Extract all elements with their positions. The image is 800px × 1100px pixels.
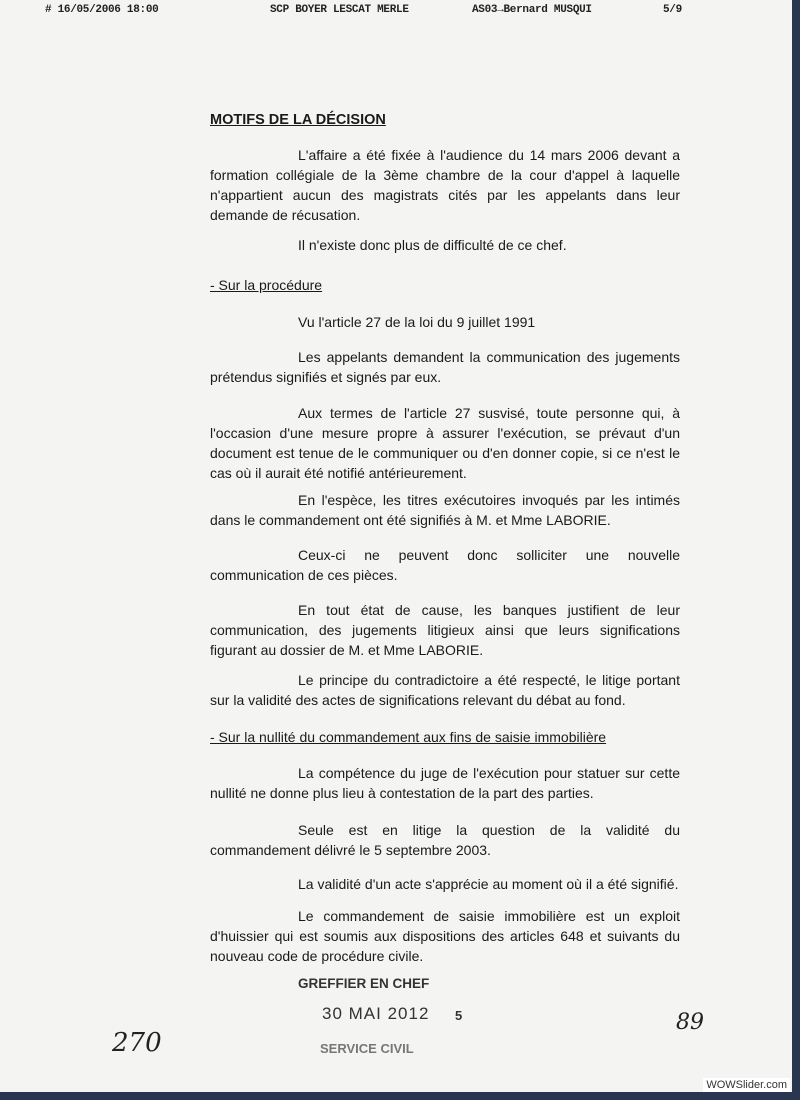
stamp-service: SERVICE CIVIL — [320, 1041, 414, 1056]
paragraph: Le commandement de saisie immobilière est un exploit d'huissier qui est soumis aux dispositions des articles 648 et suivants du nouveau code de procédure civile. — [210, 908, 680, 964]
paragraph: En tout état de cause, les banques justifient de leur communication, des jugements litigieux ainsi que leurs significations figurant au dossier de M. et Mme LABORIE. — [210, 602, 680, 658]
paragraph: La validité d'un acte s'apprécie au moment où il a été signifié. — [298, 876, 679, 892]
section-title: MOTIFS DE LA DÉCISION — [210, 112, 386, 128]
fax-recipient: AS03→Bernard MUSQUI — [472, 4, 592, 16]
paragraph: Seule est en litige la question de la validité du commandement délivré le 5 septembre 2003. — [210, 822, 680, 858]
paragraph: La compétence du juge de l'exécution pour statuer sur cette nullité ne donne plus lieu à contestation de la part des parties. — [210, 765, 680, 801]
paragraph: Les appelants demandent la communication des jugements prétendus signifiés et signés par eux. — [210, 349, 680, 385]
paragraph: Il n'existe donc plus de difficulté de ce chef. — [298, 237, 567, 253]
subheading-procedure: - Sur la procédure — [210, 277, 323, 293]
paragraph: En l'espèce, les titres exécutoires invoqués par les intimés dans le commandement ont été signifiés à M. et Mme LABORIE. — [210, 492, 680, 528]
paragraph: L'affaire a été fixée à l'audience du 14 mars 2006 devant a formation collégiale de la 3ème chambre de la cour d'appel à laquelle n'appartient aucun des magistrats cités par les appelants dans leur demande de récusation. — [210, 147, 680, 223]
handwritten-number-left: 270 — [112, 1028, 162, 1058]
stamp-role: GREFFIER EN CHEF — [298, 976, 430, 991]
fax-sender: SCP BOYER LESCAT MERLE — [270, 4, 409, 16]
paragraph: Aux termes de l'article 27 susvisé, toute personne qui, à l'occasion d'une mesure propre à assurer l'exécution, se prévaut d'un document est tenue de le communiquer ou d'en donner copie, si ce n'est le cas où il aurait été notifié antérieurement. — [210, 405, 680, 481]
stamp-date: 30 MAI 2012 — [322, 1004, 430, 1023]
subheading-nullite: - Sur la nullité du commandement aux fins de saisie immobilière — [210, 729, 607, 745]
paragraph: Vu l'article 27 de la loi du 9 juillet 1991 — [298, 314, 536, 330]
handwritten-number-right: 89 — [676, 1010, 704, 1035]
paragraph: Le principe du contradictoire a été respecté, le litige portant sur la validité des actes de significations relevant du débat au fond. — [210, 672, 680, 708]
watermark: WOWSlider.com — [703, 1078, 790, 1092]
page-number: 5 — [455, 1008, 463, 1023]
fax-datetime: # 16/05/2006 18:00 — [45, 4, 159, 16]
paragraph: Ceux-ci ne peuvent donc solliciter une nouvelle communication de ces pièces. — [210, 547, 680, 583]
fax-page: 5/9 — [663, 4, 682, 16]
